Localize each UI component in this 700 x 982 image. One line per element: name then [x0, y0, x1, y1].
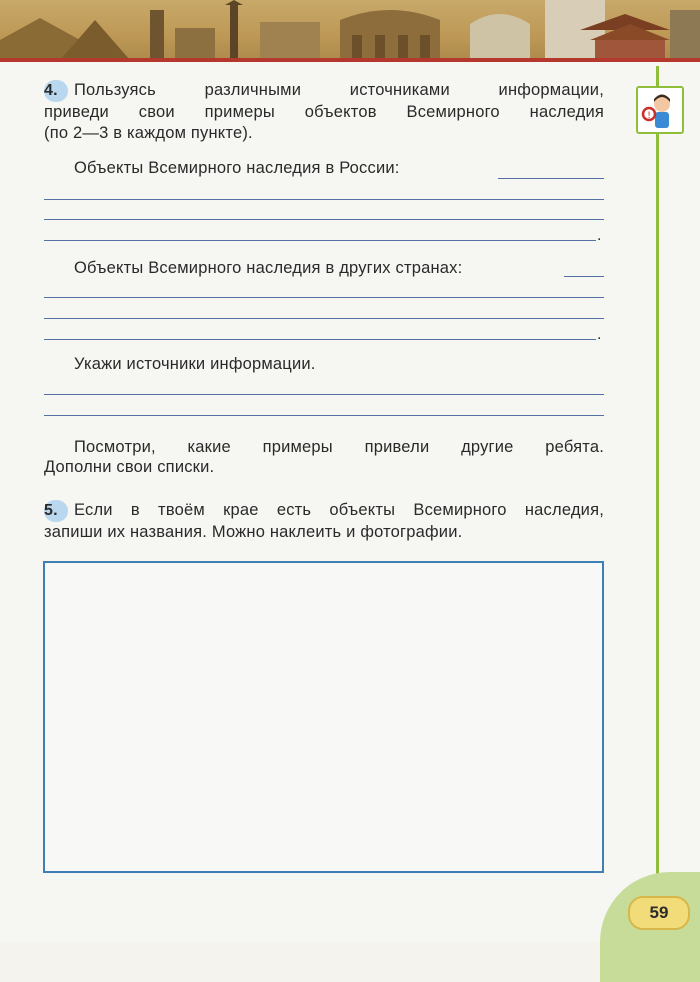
- task5-number: 5.: [44, 500, 68, 522]
- end-dot-russia: .: [597, 227, 602, 244]
- task5-line-1: [44, 500, 604, 522]
- answer-line-other-1[interactable]: [44, 297, 604, 298]
- task4-line-2: приведи свои примеры объектов Всемирного наследия: [44, 103, 604, 121]
- task4-line-3: (по 2—3 в каждом пункте).: [44, 124, 253, 142]
- followup-line-2: Дополни свои списки.: [44, 458, 215, 476]
- followup-line-1: Посмотри, какие примеры привели другие ребята.: [74, 438, 604, 456]
- answer-line-russia-2[interactable]: [44, 219, 604, 220]
- prompt-sources: Укажи источники информации.: [74, 355, 316, 373]
- answer-line-other-2[interactable]: [44, 318, 604, 319]
- task4-text-1: Пользуясь различными источниками информации,: [74, 81, 604, 99]
- task4-number: 4.: [44, 80, 68, 102]
- answer-line-russia-1[interactable]: [44, 199, 604, 200]
- margin-line: [656, 66, 659, 906]
- answer-line-sources-2[interactable]: [44, 415, 604, 416]
- photo-answer-box[interactable]: [43, 561, 604, 873]
- task5-text-1: Если в твоём крае есть объекты Всемирного наследия,: [74, 501, 604, 519]
- svg-text:!: !: [647, 111, 651, 121]
- answer-line-russia-0[interactable]: [498, 178, 604, 179]
- answer-line-other-0[interactable]: [564, 276, 604, 277]
- page-number: 59: [628, 896, 690, 930]
- answer-line-other-3[interactable]: [44, 339, 596, 340]
- end-dot-other: .: [597, 326, 602, 343]
- landmarks-illustration: [0, 0, 700, 60]
- prompt-other-countries: Объекты Всемирного наследия в других странах:: [74, 259, 463, 277]
- answer-line-sources-1[interactable]: [44, 394, 604, 395]
- task5-line-2: запиши их названия. Можно наклеить и фотографии.: [44, 523, 463, 541]
- prompt-russia: Объекты Всемирного наследия в России:: [74, 159, 400, 177]
- task4-line-1: [44, 80, 604, 102]
- header-banner: [0, 0, 700, 60]
- answer-line-russia-3[interactable]: [44, 240, 596, 241]
- student-with-magnifier-icon: [636, 86, 684, 134]
